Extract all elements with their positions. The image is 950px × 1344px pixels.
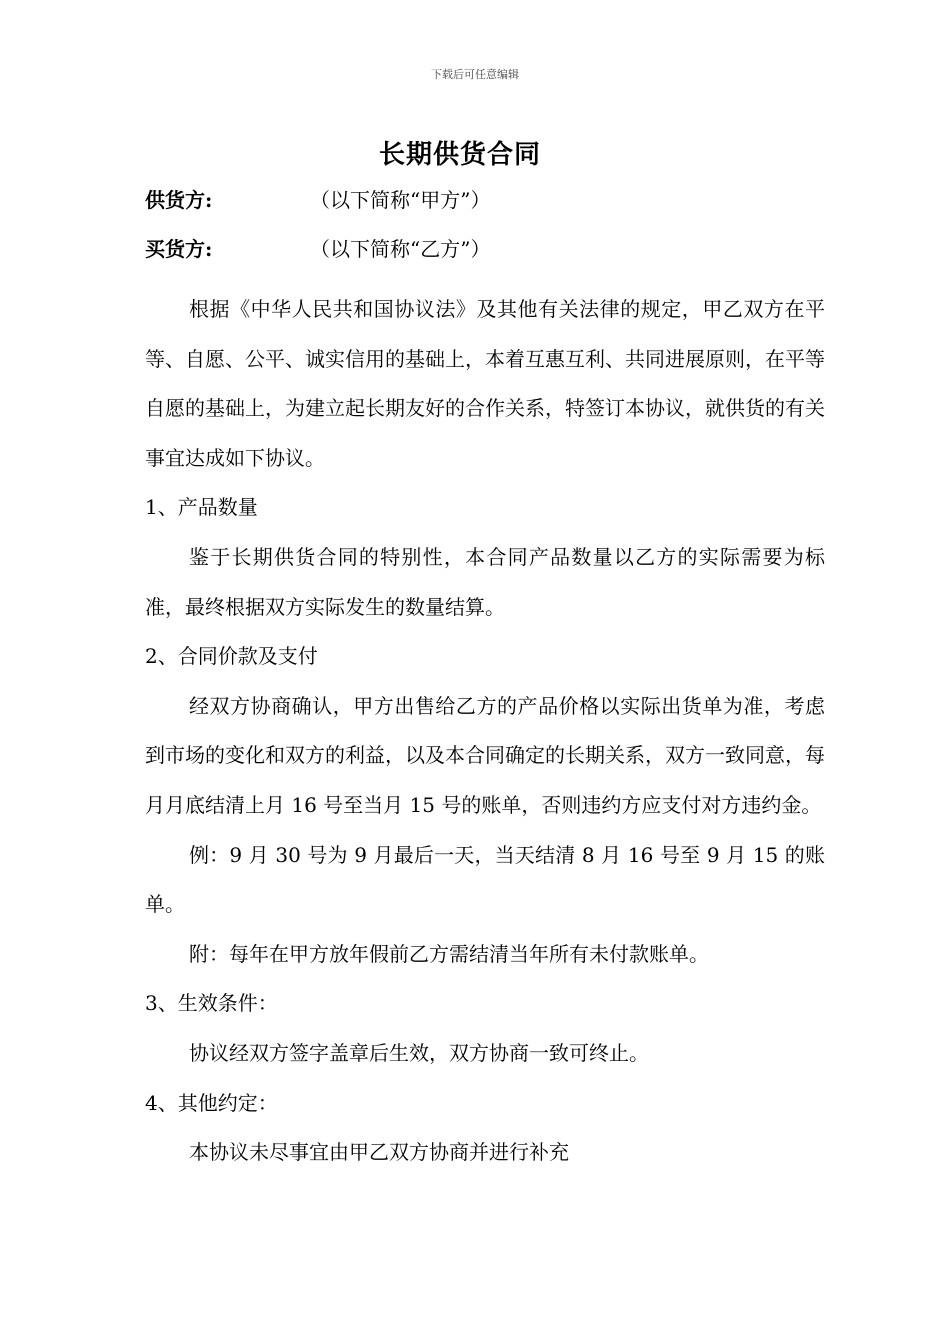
section-paragraph: 经双方协商确认，甲方出售给乙方的产品价格以实际出货单为准，考虑到市场的变化和双方的利益，以及本合同确定的长期关系，双方一致同意，每月月底结清上月 16 号至当月 15 号的账单，否则违约方应支付对方违约金。 — [145, 693, 825, 817]
section-paragraph: 协议经双方签字盖章后生效，双方协商一致可终止。 — [189, 1040, 649, 1065]
section-paragraph: 本协议未尽事宜由甲乙双方协商并进行补充 — [189, 1140, 569, 1165]
party-label: 供货方: — [145, 188, 213, 212]
section-heading: 3、生效条件： — [145, 991, 278, 1016]
party-buyer — [145, 234, 491, 264]
section-heading: 2、合同价款及支付 — [145, 644, 318, 669]
intro-paragraph: 根据《中华人民共和国协议法》及其他有关法律的规定，甲乙双方在平等、自愿、公平、诚实信用的基础上，本着互惠互利、共同进展原则，在平等自愿的基础上，为建立起长期友好的合作关系，特签订本协议，就供货的有关事宜达成如下协议。 — [145, 297, 825, 470]
section-heading: 4、其他约定： — [145, 1090, 278, 1115]
section-paragraph: 例：9 月 30 号为 9 月最后一天，当天结清 8 月 16 号至 9 月 15 的账单。 — [145, 842, 825, 917]
party-supplier — [145, 185, 491, 215]
party-label: 买货方: — [145, 237, 213, 261]
document-title: 长期供货合同 — [378, 140, 541, 170]
party-note: （以下简称“甲方”） — [310, 188, 491, 212]
header-note: 下载后可任意编辑 — [431, 68, 519, 81]
section-heading: 1、产品数量 — [145, 495, 258, 520]
contract-body — [145, 285, 825, 1178]
section-paragraph: 附：每年在甲方放年假前乙方需结清当年所有未付款账单。 — [189, 941, 709, 966]
section-paragraph: 鉴于长期供货合同的特别性，本合同产品数量以乙方的实际需要为标准，最终根据双方实际发生的数量结算。 — [145, 544, 825, 619]
party-note: （以下简称“乙方”） — [310, 237, 491, 261]
